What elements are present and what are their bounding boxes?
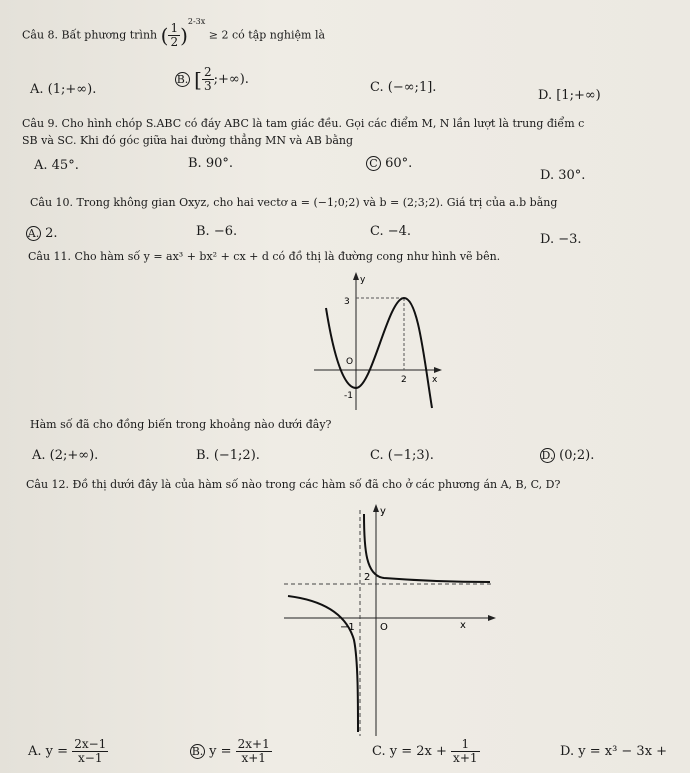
q9-option-a: A. 45°. bbox=[34, 158, 79, 173]
q11-y-label: y bbox=[360, 275, 366, 285]
q12-option-a: A. y = $\frac{2x-1}{x-1}$ bbox=[28, 737, 107, 765]
q11-option-d-circle: D. bbox=[541, 449, 554, 462]
question-11-stem: Câu 11. Cho hàm số y = ax³ + bx² + cx + d có đồ thị là đường cong như hình vẽ bên. bbox=[28, 250, 501, 263]
q12-y-label: y bbox=[380, 506, 386, 517]
q11-y-arrow bbox=[353, 272, 359, 280]
q10-option-b: B. −6. bbox=[196, 224, 238, 239]
q11-x-arrow bbox=[434, 367, 442, 373]
q10-option-c: C. −4. bbox=[370, 224, 412, 239]
q12-option-b-circle: B. bbox=[191, 745, 204, 758]
q11-option-a: A. (2;+∞). bbox=[32, 448, 99, 463]
question-12-stem: Câu 12. Đồ thị dưới đây là của hàm số nào trong các hàm số đã cho ở các phương án A, B, C, D? bbox=[26, 478, 561, 491]
q8-base-fraction: $\frac{1}{2}$ bbox=[170, 21, 179, 49]
q8-option-d: D. [1;+∞) bbox=[538, 88, 601, 103]
q12-y-arrow bbox=[373, 504, 379, 512]
q12-option-b: B. y = $\frac{2x+1}{x+1}$ bbox=[191, 737, 270, 765]
q11-tick-m1: -1 bbox=[344, 391, 353, 401]
q12-x-label: x bbox=[460, 620, 466, 631]
q11-cubic-graph bbox=[310, 268, 450, 414]
question-8-stem: Câu 8. Bất phương trình ( $\frac{1}{2}$ )$^{2-3x}$ ≥ 2 có tập nghiệm là bbox=[22, 16, 326, 49]
q11-option-c: C. (−1;3). bbox=[370, 448, 434, 463]
q9-option-d: D. 30°. bbox=[540, 168, 586, 183]
q11-curve bbox=[326, 298, 432, 408]
q8-option-a: A. (1;+∞). bbox=[30, 82, 97, 97]
q12-tick-2: 2 bbox=[364, 572, 371, 583]
q8-exponent: 2-3x bbox=[187, 16, 206, 26]
question-9-stem-line1: Câu 9. Cho hình chóp S.ABC có đáy ABC là tam giác đều. Gọi các điểm M, N lần lượt là trung điểm c bbox=[22, 117, 585, 130]
q11-x-label: x bbox=[432, 375, 438, 385]
q8-text-b: ≥ 2 có tập nghiệm là bbox=[208, 28, 326, 42]
q8-option-c: C. (−∞;1]. bbox=[370, 80, 437, 95]
q12-tick-m1: −1 bbox=[340, 622, 355, 633]
q12-curve-left bbox=[288, 596, 358, 732]
q10-option-d: D. −3. bbox=[540, 232, 582, 247]
q10-option-a: A. 2. bbox=[27, 226, 58, 241]
q8-option-b-circle: B. bbox=[176, 73, 189, 86]
q12-origin-label: O bbox=[380, 622, 388, 633]
q10-option-a-circle: A. bbox=[27, 227, 40, 240]
question-11-ask: Hàm số đã cho đồng biến trong khoảng nào dưới đây? bbox=[30, 418, 332, 431]
q8-text-a: Câu 8. Bất phương trình bbox=[22, 28, 158, 42]
q12-option-c: C. y = 2x + $\frac{1}{x+1}$ bbox=[372, 737, 478, 765]
q12-hyperbola-graph bbox=[280, 500, 500, 740]
q11-option-d: D. (0;2). bbox=[541, 448, 595, 463]
q11-tick-3: 3 bbox=[344, 297, 350, 307]
q9-option-c: C 60°. bbox=[366, 156, 412, 171]
q9-option-b: B. 90°. bbox=[188, 156, 233, 171]
question-10-stem: Câu 10. Trong không gian Oxyz, cho hai vectơ a = (−1;0;2) và b = (2;3;2). Giá trị của a.b bằng bbox=[30, 196, 558, 209]
q9-option-c-circle: C bbox=[366, 156, 381, 171]
q11-tick-2: 2 bbox=[401, 375, 407, 385]
q12-curve-right bbox=[364, 514, 490, 582]
q8-option-b: B. [ $\frac{2}{3}$ ;+∞). bbox=[176, 65, 249, 93]
q11-origin-label: O bbox=[346, 357, 354, 367]
q12-x-arrow bbox=[488, 615, 496, 621]
q12-option-d: D. y = x³ − 3x + bbox=[560, 744, 668, 759]
q11-option-b: B. (−1;2). bbox=[196, 448, 260, 463]
question-9-stem-line2: SB và SC. Khi đó góc giữa hai đường thẳng MN và AB bằng bbox=[22, 134, 354, 147]
